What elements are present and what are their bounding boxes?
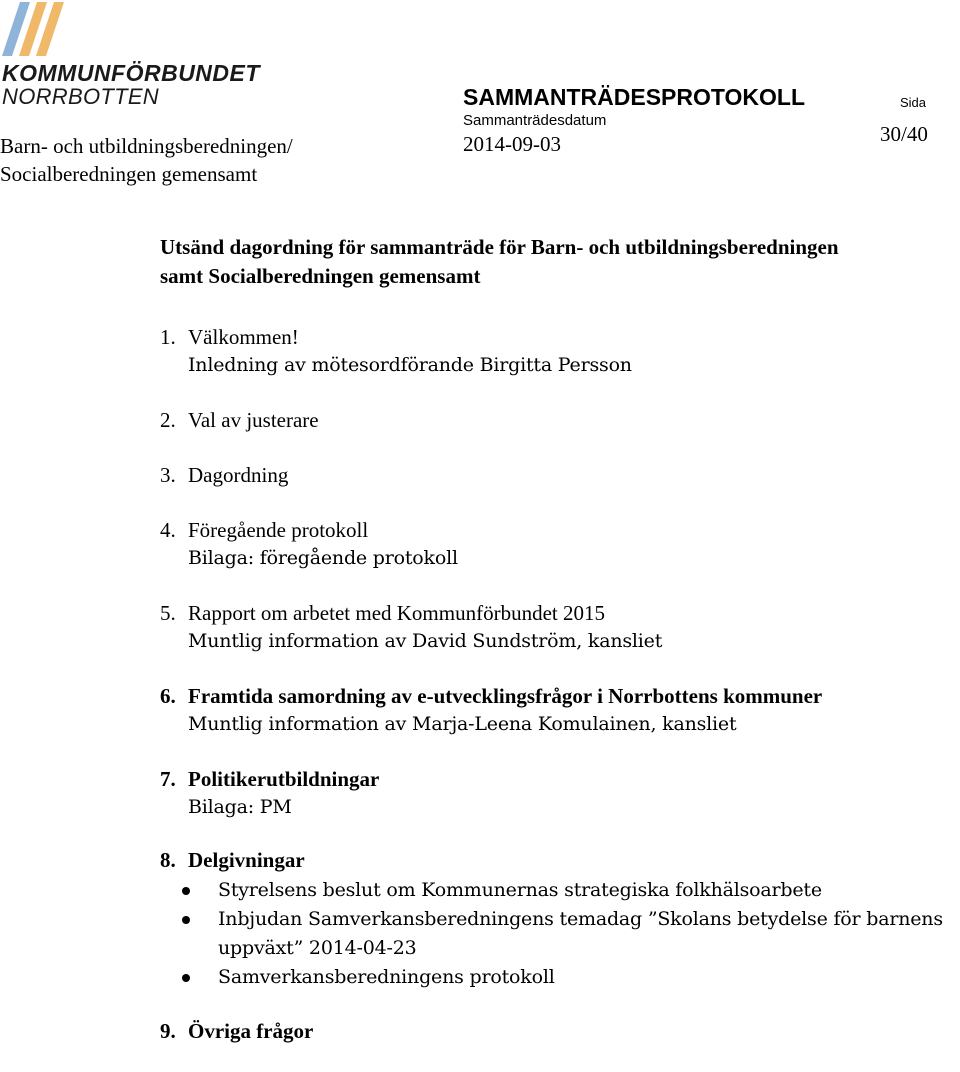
agenda-item [160,765,960,821]
agenda-item-number: 8. [160,848,176,872]
agenda-heading [160,233,960,291]
page-number: 30/40 [880,122,928,146]
document-title: SAMMANTRÄDESPROTOKOLL [463,84,806,110]
bullet-text: Samverkansberedningens protokoll [218,966,555,988]
agenda-item [160,406,960,434]
agenda-item-note: Bilaga: föregående protokoll [188,547,458,569]
agenda-item-number: 4. [160,518,176,542]
agenda-item-title: Välkommen! [188,325,299,349]
agenda-item [160,323,960,379]
bullet-item [160,905,960,963]
bullet-icon [182,974,190,982]
agenda-item-note: Inledning av mötesordförande Birgitta Persson [188,354,632,376]
agenda-item-number: 1. [160,325,176,349]
bullet-icon [182,887,190,895]
agenda-item-title: Rapport om arbetet med Kommunförbundet 2015 [188,601,605,625]
agenda-item-title: Övriga frågor [188,1019,314,1043]
bullet-item [160,876,960,905]
agenda-item-note: Bilaga: PM [188,796,292,818]
agenda-item-number: 5. [160,601,176,625]
agenda-item-number: 3. [160,463,176,487]
agenda-list [160,323,960,1045]
agenda-content [160,233,960,1072]
agenda-item-number: 9. [160,1019,176,1043]
agenda-item-title: Politikerutbildningar [188,767,380,791]
agenda-heading-line2: samt Socialberedningen gemensamt [160,264,481,288]
kommunforbundet-logo [0,0,260,115]
agenda-item-title: Delgivningar [188,848,305,872]
bullet-icon [182,916,190,924]
bullet-item [160,963,960,992]
delgivningar-list [160,876,960,992]
logo-stripes-icon [0,0,70,62]
agenda-item-number: 2. [160,408,176,432]
agenda-item-note: Muntlig information av David Sundström, kansliet [188,630,663,652]
agenda-item [160,461,960,489]
page-label: Sida [900,95,927,110]
meeting-date: 2014-09-03 [463,132,561,156]
agenda-item-title: Föregående protokoll [188,518,369,542]
agenda-heading-line1: Utsänd dagordning för sammanträde för Barn- och utbildningsberedningen [160,235,839,259]
agenda-item-title: Dagordning [188,463,289,487]
agenda-item [160,1017,960,1045]
logo-wordmark-line1: KOMMUNFÖRBUNDET [2,60,260,86]
bullet-text: Styrelsens beslut om Kommunernas strategiska folkhälsoarbete [218,879,822,901]
agenda-item [160,599,960,655]
agenda-item-number: 6. [160,684,176,708]
bullet-text: Inbjudan Samverkansberedningens temadag ”Skolans betydelse för barnens uppväxt” 2014-04-23 [218,908,943,959]
department-name [0,132,293,188]
department-line1: Barn- och utbildningsberedningen/ [0,134,293,158]
department-line2: Socialberedningen gemensamt [0,162,258,186]
agenda-item [160,516,960,572]
logo-wordmark-line2: NORRBOTTEN [2,84,159,109]
agenda-item-note: Muntlig information av Marja-Leena Komulainen, kansliet [188,713,737,735]
meeting-date-label: Sammanträdesdatum [463,112,607,129]
agenda-item-number: 7. [160,767,176,791]
agenda-item [160,682,960,738]
agenda-item [160,846,960,992]
agenda-item-title: Framtida samordning av e-utvecklingsfrågor i Norrbottens kommuner [188,684,823,708]
agenda-item-title: Val av justerare [188,408,319,432]
